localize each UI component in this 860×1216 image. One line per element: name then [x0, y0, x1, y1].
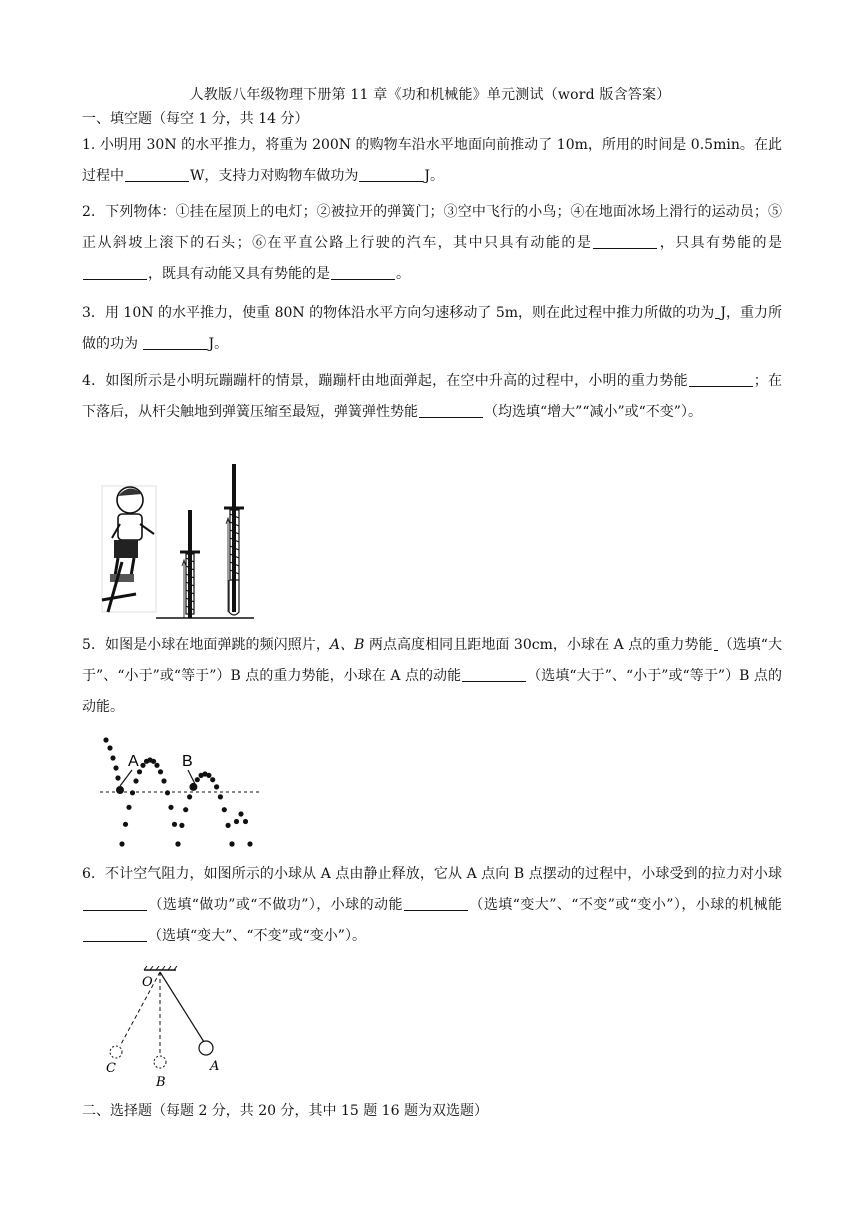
answer-blank[interactable] [125, 167, 189, 182]
label-point-a: A [128, 753, 139, 770]
ball-dot [243, 819, 248, 824]
ball-dot [130, 790, 135, 795]
ball-dot [115, 775, 120, 780]
ball-dot [161, 778, 166, 783]
ball-dot [103, 737, 108, 742]
question-5-text-b: 两点高度相同且距地面 30cm，小球在 A 点的重力势能 [364, 637, 713, 653]
answer-blank[interactable] [404, 896, 468, 911]
question-6-text-a: 6．不计空气阻力，如图所示的小球从 A 点由静止释放，它从 A 点向 B 点摆动的过程中，小球受到的拉力对小球 [82, 866, 782, 882]
ball-dot [238, 811, 243, 816]
question-6-text-b: （选填“做功”或“不做功”），小球的动能 [148, 897, 403, 913]
answer-blank[interactable] [715, 304, 719, 319]
question-4 [82, 366, 782, 428]
label-point-b: B [182, 753, 193, 770]
label-point-c: C [106, 1061, 116, 1076]
ball-dot [123, 822, 128, 827]
answer-blank[interactable] [331, 265, 395, 280]
ball-dot [175, 841, 180, 846]
ball-dot [165, 790, 170, 795]
question-1-text-c: J。 [424, 168, 445, 184]
ball-dot [119, 841, 124, 846]
ball-dot [154, 763, 159, 768]
question-4-text-b: ；在下落后，从杆尖触地到弹簧压缩至最短，弹簧弹性势能 [82, 373, 783, 420]
answer-blank[interactable] [83, 896, 147, 911]
ball-dot [151, 759, 156, 764]
answer-blank[interactable] [83, 927, 147, 942]
ball-dot [133, 778, 138, 783]
ball-dot [234, 819, 239, 824]
question-5-text-d: （选填“大于”、“小于”或“等于”）B 点的动能。 [82, 668, 782, 715]
section-fill-in-heading: 一、填空题（每空 1 分，共 14 分） [82, 111, 309, 127]
question-1-text-b: W，支持力对购物车做功为 [190, 168, 359, 184]
ball-dot [195, 777, 200, 782]
question-3-text-b: J，重力所做的功为 [82, 305, 783, 352]
question-5-text-a: 5．如图是小球在地面弹跳的频闪照片， [82, 637, 330, 653]
ball-dot [110, 755, 115, 760]
ball-dot [183, 807, 188, 812]
question-6-text-d: （选填“变大”、“不变”或“变小”）。 [148, 928, 366, 944]
question-3-text-a: 3．用 10N 的水平推力，使重 80N 的物体沿水平方向匀速移动了 5m，则在此过程中推力所做的功为 [82, 305, 715, 321]
answer-blank[interactable] [462, 667, 526, 682]
label-point-o: O [142, 975, 153, 990]
bouncing-ball-figure [100, 734, 265, 852]
answer-blank[interactable] [143, 335, 207, 350]
ball-dot [187, 794, 192, 799]
ball-dot [247, 841, 252, 846]
question-2-text-c: ，既具有动能又具有势能的是 [148, 266, 330, 282]
question-2-text-b: ，只具有势能的是 [658, 235, 783, 251]
label-point-b: B [156, 1075, 166, 1088]
answer-blank[interactable] [83, 265, 147, 280]
page-title: 人教版八年级物理下册第 11 章《功和机械能》单元测试（word 版含答案） [189, 87, 671, 103]
ball-dot [116, 786, 124, 794]
question-1-text-a: 1. 小明用 30N 的水平推力，将重为 200N 的购物车沿水平地面向前推动了 10m，所用的时间是 0.5min。在此过程中 [82, 137, 782, 184]
answer-blank[interactable] [714, 636, 718, 651]
ball-dot [206, 773, 211, 778]
question-6-text-c: （选填“变大”、“不变”或“变小”），小球的机械能 [468, 897, 782, 913]
label-point-a: A [210, 1059, 220, 1074]
question-4-text-a: 4．如图所示是小明玩蹦蹦杆的情景，蹦蹦杆由地面弹起，在空中升高的过程中，小明的重力势能 [82, 373, 688, 389]
answer-blank[interactable] [359, 167, 423, 182]
question-5 [82, 630, 782, 723]
ball-dot [218, 794, 223, 799]
ball-dot [172, 822, 177, 827]
pendulum-figure [100, 966, 230, 1088]
ball-dot [126, 805, 131, 810]
question-2-text-d: 。 [396, 266, 410, 282]
answer-blank[interactable] [593, 234, 657, 249]
ball-dot [179, 823, 184, 828]
ball-dot [229, 841, 234, 846]
question-3-text-c: J。 [208, 336, 229, 352]
answer-blank[interactable] [689, 372, 753, 387]
question-1 [82, 130, 782, 192]
pogo-stick-figure [100, 462, 260, 622]
question-4-text-c: （均选填“增大”“减小”或“不变”）。 [484, 404, 702, 420]
ball-dot [189, 783, 197, 791]
ball-dot [226, 823, 231, 828]
ball-dot [158, 769, 163, 774]
ball-dot [107, 745, 112, 750]
ball-dot [113, 765, 118, 770]
question-2 [82, 197, 782, 290]
section-choice-heading: 二、选择题（每题 2 分，共 20 分，其中 15 题 16 题为双选题） [82, 1103, 488, 1119]
ball-dot [210, 777, 215, 782]
question-6 [82, 859, 782, 952]
question-2-text-a: 2．下列物体：①挂在屋顶上的电灯；②被拉开的弹簧门；③空中飞行的小鸟；④在地面冰场上滑行的运动员；⑤正从斜坡上滚下的石头；⑥在平直公路上行驶的汽车，其中只具有动能的是 [82, 204, 782, 251]
answer-blank[interactable] [419, 403, 483, 418]
ball-dot [168, 805, 173, 810]
question-3 [82, 298, 782, 360]
ball-dot [222, 807, 227, 812]
question-5-text-c: （选填“大于”、“小于”或“等于”）B 点的重力势能，小球在 A 点的动能 [82, 637, 783, 684]
ball-dot [140, 763, 145, 768]
question-5-points-ab: A、B [329, 637, 365, 653]
ball-dot [214, 784, 219, 789]
